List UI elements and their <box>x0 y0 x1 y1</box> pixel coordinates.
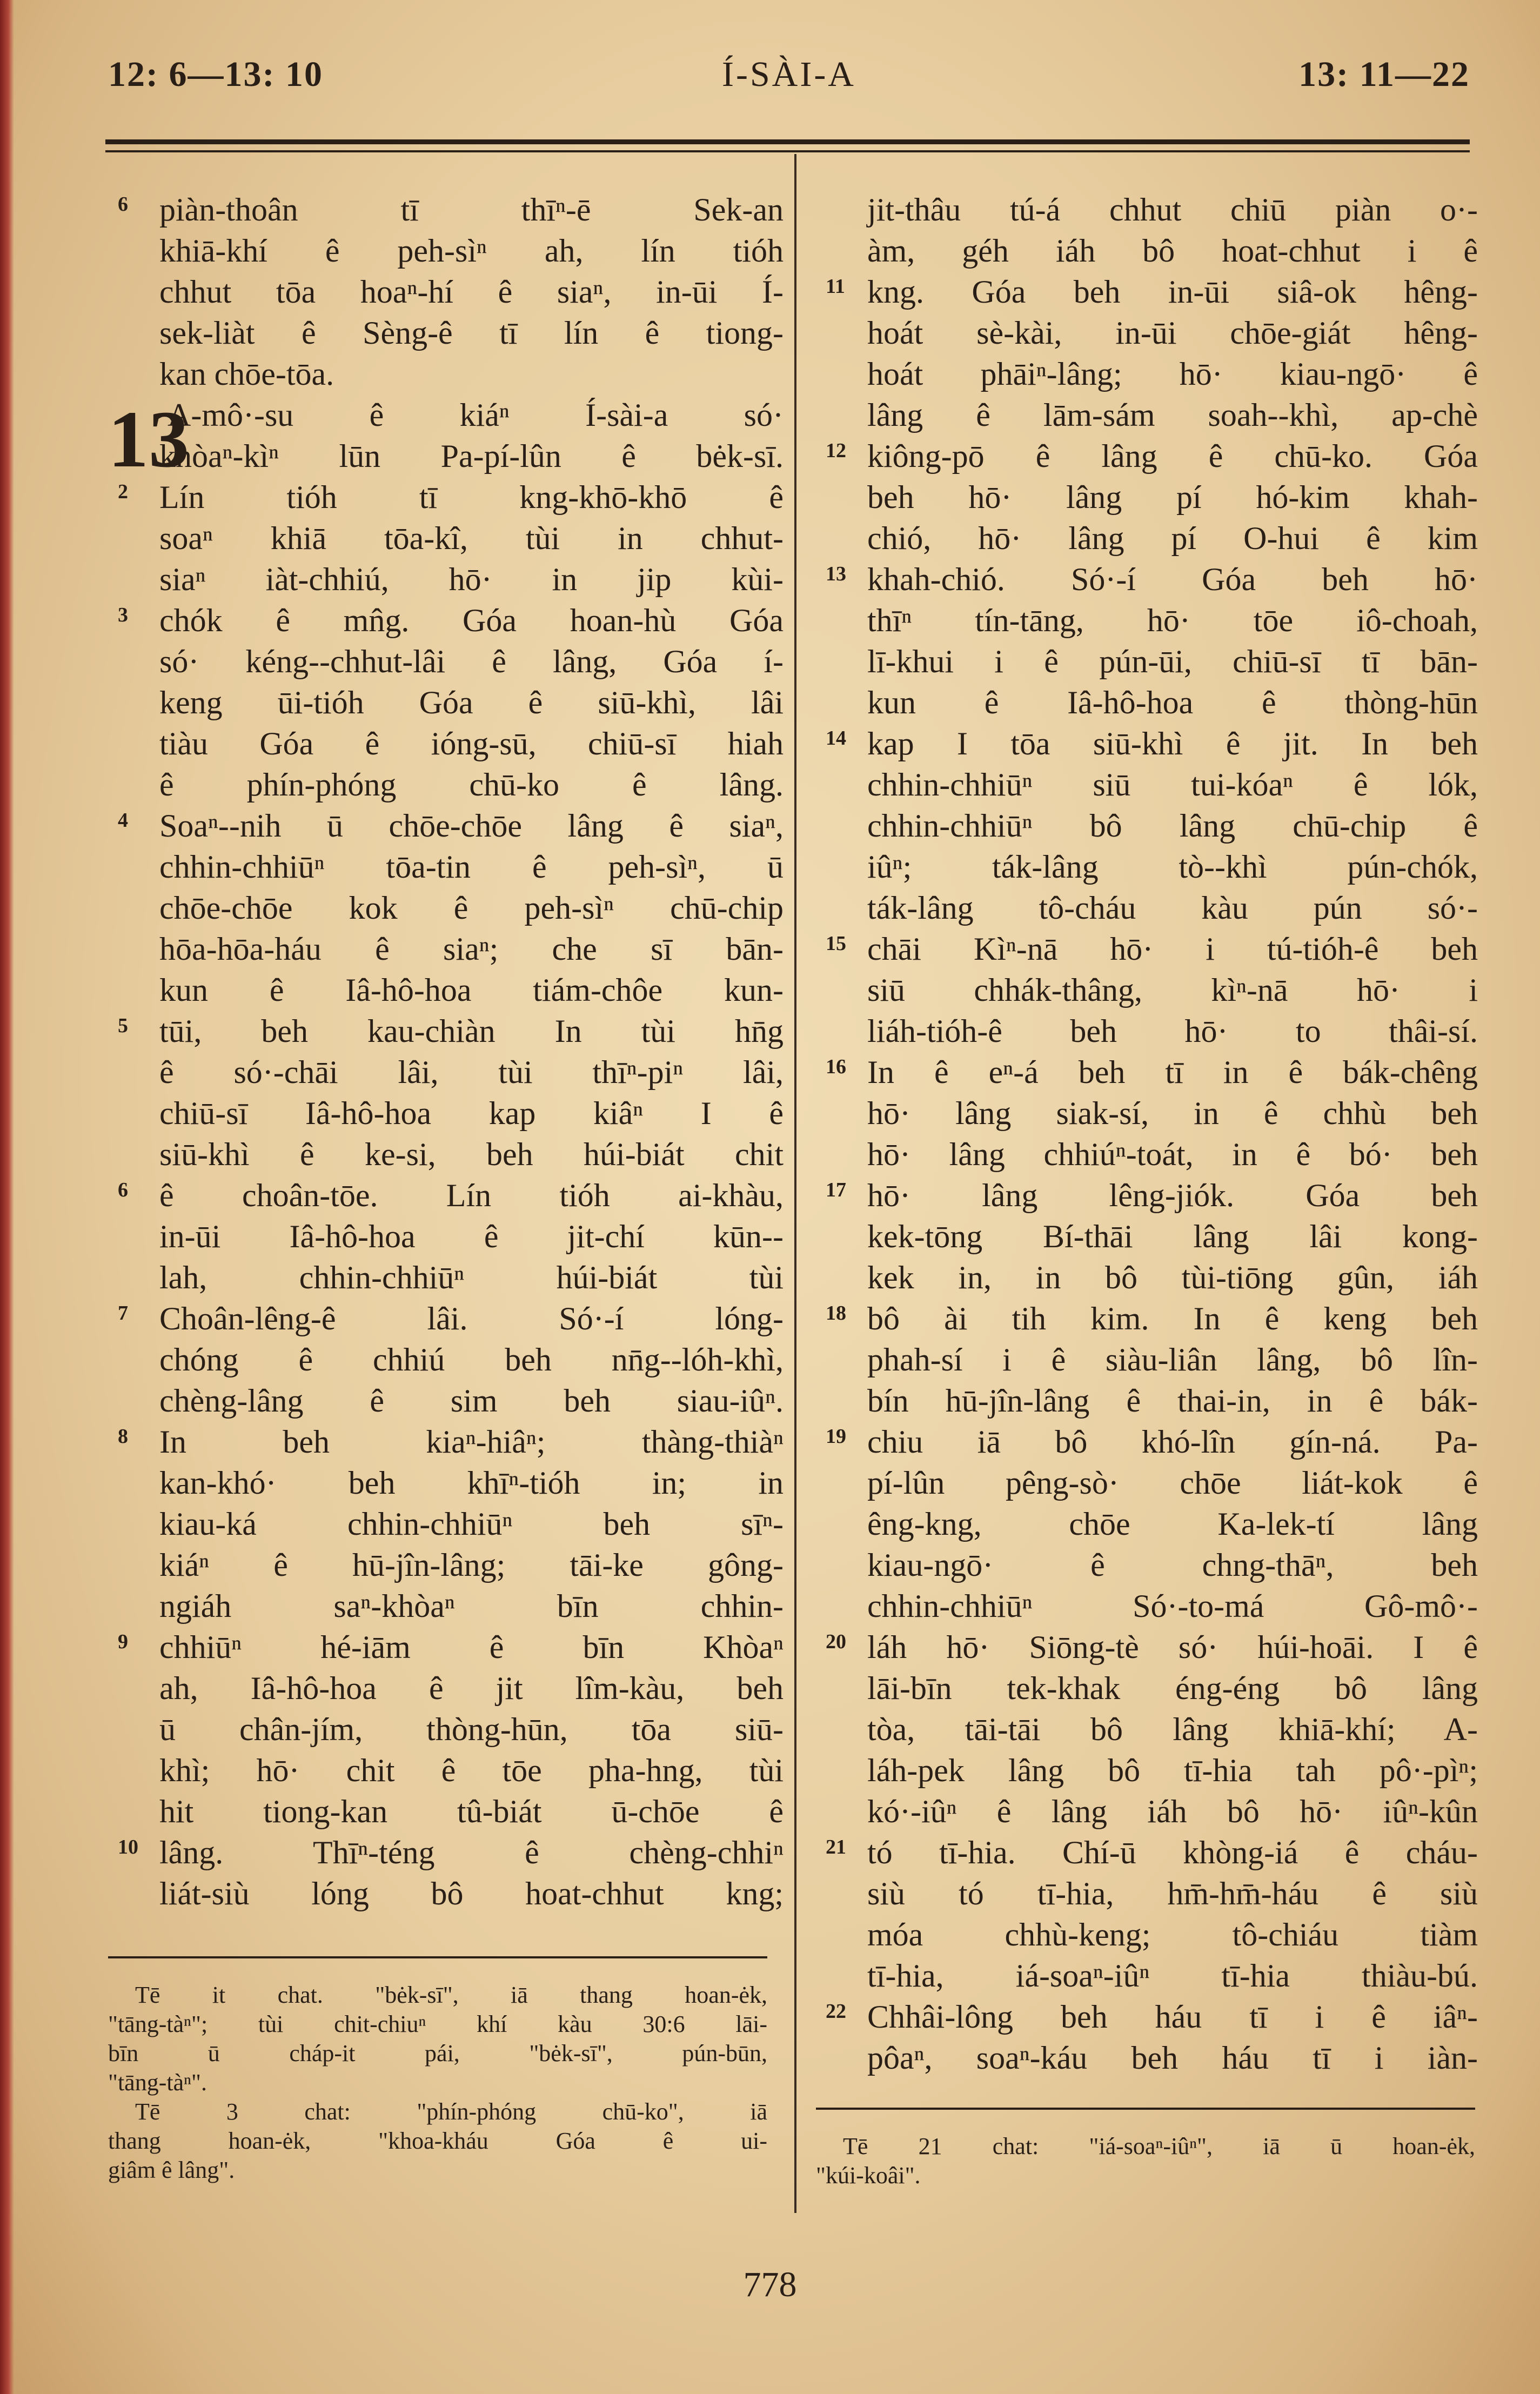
verse-line <box>108 1175 784 1216</box>
verse-text: hoát phāiⁿ-lâng; hō· kiau-ngō· ê <box>867 356 1478 392</box>
footnote-right <box>816 2132 1475 2190</box>
verse-number: 15 <box>826 932 846 955</box>
verse-text: siaⁿ iàt-chhiú, hō· in jip kùi- <box>159 561 784 597</box>
verse-text: chhin-chhiūⁿ Só·-to-má Gô-mô·- <box>867 1588 1478 1624</box>
verse-line <box>816 641 1478 682</box>
verse-text: chió, hō· lâng pí O-hui ê kim <box>867 520 1478 556</box>
verse-line <box>108 969 784 1011</box>
verse-line <box>816 559 1478 600</box>
verse-text: Soaⁿ--nih ū chōe-chōe lâng ê siaⁿ, <box>159 808 784 844</box>
verse-line <box>108 600 784 641</box>
verse-number: 19 <box>826 1425 846 1448</box>
book-title: Í-SÀI-A <box>722 55 856 94</box>
verse-text: siù tó tī-hia, hm̄-hm̄-háu ê siù <box>867 1876 1478 1911</box>
verse-line <box>816 1175 1478 1216</box>
verse-line <box>108 1750 784 1791</box>
verse-text: kiông-pō ê lâng ê chū-ko. Góa <box>867 438 1478 474</box>
verse-line <box>108 1586 784 1627</box>
verse-text: ê phín-phóng chū-ko ê lâng. <box>159 767 784 803</box>
verse-text: khah-chió. Só·-í Góa beh hō· <box>867 561 1478 597</box>
verse-text: kan-khó· beh khīⁿ-tióh in; in <box>159 1465 784 1501</box>
verse-text: chhiūⁿ hé-iām ê bīn Khòaⁿ <box>159 1629 784 1665</box>
verse-line <box>108 189 784 230</box>
verse-line <box>108 846 784 887</box>
verse-line <box>108 1832 784 1873</box>
verse-text: liát-siù lóng bô hoat-chhut kng; <box>159 1876 784 1911</box>
running-header <box>108 54 1470 113</box>
footnote-rule-left <box>108 1956 767 1958</box>
verse-line <box>108 312 784 353</box>
verse-text: tó tī-hia. Chí-ū khòng-iá ê cháu- <box>867 1835 1478 1870</box>
verse-line <box>108 1873 784 1914</box>
header-rule-thick <box>105 139 1470 144</box>
verse-line <box>108 1503 784 1544</box>
verse-text: kiáⁿ ê hū-jîn-lâng; tāi-ke gông- <box>159 1547 784 1583</box>
verse-number: 5 <box>118 1014 128 1037</box>
verse-line <box>816 928 1478 969</box>
verse-line <box>816 1216 1478 1257</box>
verse-text: só· kéng--chhut-lâi ê lâng, Góa í- <box>159 644 784 679</box>
verse-text: khì; hō· chit ê tōe pha-hng, tùi <box>159 1753 784 1788</box>
verse-line <box>108 682 784 723</box>
verse-number: 10 <box>118 1836 138 1858</box>
verse-line <box>816 1257 1478 1298</box>
verse-line <box>816 723 1478 764</box>
verse-text: pôaⁿ, soaⁿ-káu beh háu tī i iàn- <box>867 2040 1478 2076</box>
footnote-line: Tē 3 chat: "phín-phóng chū-ko", iā <box>135 2098 767 2125</box>
verse-line <box>816 1873 1478 1914</box>
verse-text: kap I tōa siū-khì ê jit. In beh <box>867 726 1478 761</box>
verse-text: hō· lâng chhiúⁿ-toát, in ê bó· beh <box>867 1136 1478 1172</box>
verse-line <box>108 1627 784 1668</box>
verse-line <box>816 312 1478 353</box>
verse-line <box>816 1544 1478 1586</box>
verse-text: in-ūi Iâ-hô-hoa ê jit-chí kūn-- <box>159 1219 784 1254</box>
verse-text: lah, chhin-chhiūⁿ húi-biát tùi <box>159 1260 784 1295</box>
verse-line <box>816 1339 1478 1380</box>
verse-text: siū-khì ê ke-si, beh húi-biát chit <box>159 1136 784 1172</box>
verse-line <box>816 969 1478 1011</box>
verse-text: iûⁿ; ták-lâng tò--khì pún-chók, <box>867 849 1478 885</box>
verse-text: chiū-sī Iâ-hô-hoa kap kiâⁿ I ê <box>159 1095 784 1131</box>
verse-line <box>816 764 1478 805</box>
verse-text: soaⁿ khiā tōa-kî, tùi in chhut- <box>159 520 784 556</box>
verse-line <box>108 353 784 394</box>
verse-text: móa chhù-keng; tô-chiáu tiàm <box>867 1917 1478 1952</box>
verse-text: phah-sí i ê siàu-liân lâng, bô lîn- <box>867 1342 1478 1377</box>
verse-line <box>816 271 1478 312</box>
verse-text: Lín tióh tī kng-khō-khō ê <box>159 479 784 515</box>
verse-line <box>108 887 784 928</box>
verse-number: 11 <box>826 275 845 298</box>
verse-line <box>816 1093 1478 1134</box>
verse-line <box>108 436 784 477</box>
verse-text: ah, Iâ-hô-hoa ê jit lîm-kàu, beh <box>159 1670 784 1706</box>
verse-text: láh-pek lâng bô tī-hia tah pô·-pìⁿ; <box>867 1753 1478 1788</box>
verse-text: siū chhák-thâng, kìⁿ-nā hō· i <box>867 972 1478 1008</box>
footnote-rule-right <box>816 2108 1475 2110</box>
verse-number: 12 <box>826 439 846 462</box>
verse-number: 7 <box>118 1302 128 1325</box>
verse-text: kng. Góa beh in-ūi siâ-ok hêng- <box>867 274 1478 310</box>
verse-text: hō· lâng lêng-jiók. Góa beh <box>867 1178 1478 1213</box>
verse-text: ê só·-chāi lâi, tùi thīⁿ-piⁿ lâi, <box>159 1054 784 1090</box>
verse-text: tiàu Góa ê ióng-sū, chiū-sī hiah <box>159 726 784 761</box>
verse-text: liáh-tióh-ê beh hō· to thâi-sí. <box>867 1013 1478 1049</box>
verse-line <box>108 1298 784 1339</box>
verse-line <box>816 1011 1478 1052</box>
verse-line <box>108 928 784 969</box>
verse-number: 4 <box>118 809 128 832</box>
verse-text: kó·-iûⁿ ê lâng iáh bô hō· iûⁿ-kûn <box>867 1794 1478 1829</box>
verse-number: 18 <box>826 1302 846 1325</box>
verse-text: kun ê Iâ-hô-hoa ê thòng-hūn <box>867 685 1478 720</box>
verse-line <box>108 1421 784 1462</box>
verse-line <box>108 1668 784 1709</box>
footnote-line: bīn ū cháp-it pái, "bėk-sī", pún-būn, <box>108 2040 767 2067</box>
verse-text: keng ūi-tióh Góa ê siū-khì, lâi <box>159 685 784 720</box>
verse-line <box>816 682 1478 723</box>
verse-line <box>816 1668 1478 1709</box>
verse-line <box>816 1586 1478 1627</box>
verse-line <box>108 723 784 764</box>
verse-line <box>108 1462 784 1503</box>
verse-text: àm, géh iáh bô hoat-chhut i ê <box>867 233 1478 269</box>
verse-line <box>108 1339 784 1380</box>
verse-line <box>816 1134 1478 1175</box>
verse-text: beh hō· lâng pí hó-kim khah- <box>867 479 1478 515</box>
header-range-right: 13: 11—22 <box>1298 55 1470 94</box>
verse-text: ū chân-jím, thòng-hūn, tōa siū- <box>159 1711 784 1747</box>
verse-line <box>816 887 1478 928</box>
footnote-line: Tē 21 chat: "iá-soaⁿ-iûⁿ", iā ū hoan-ėk, <box>843 2133 1475 2159</box>
verse-line <box>108 1791 784 1832</box>
verse-line <box>816 1832 1478 1873</box>
verse-text: láh hō· Siōng-tè só· húi-hoāi. I ê <box>867 1629 1478 1665</box>
verse-text: lâng. Thīⁿ-téng ê chèng-chhiⁿ <box>159 1835 784 1870</box>
verse-line <box>108 805 784 846</box>
verse-line <box>816 2037 1478 2078</box>
verse-text: khiā-khí ê peh-sìⁿ ah, lín tióh <box>159 233 784 269</box>
verse-line <box>108 1216 784 1257</box>
verse-text: chóng ê chhiú beh nn̄g--lóh-khì, <box>159 1342 784 1377</box>
verse-text: lī-khui i ê pún-ūi, chiū-sī tī bān- <box>867 644 1478 679</box>
page-number: 778 <box>743 2265 797 2304</box>
verse-text: kek-tōng Bí-thāi lâng lâi kong- <box>867 1219 1478 1254</box>
verse-text: chōe-chōe kok ê peh-sìⁿ chū-chip <box>159 890 784 926</box>
verse-text: hoát sè-kài, in-ūi chōe-giát hêng- <box>867 315 1478 351</box>
verse-text: hit tiong-kan tû-biát ū-chōe ê <box>159 1794 784 1829</box>
verse-number: 6 <box>118 193 128 216</box>
verse-number: 20 <box>826 1630 846 1653</box>
verse-text: hō· lâng siak-sí, in ê chhù beh <box>867 1095 1478 1131</box>
verse-text: khòaⁿ-kìⁿ lūn Pa-pí-lûn ê bėk-sī. <box>159 438 784 474</box>
verse-text: tī-hia, iá-soaⁿ-iûⁿ tī-hia thiàu-bú. <box>867 1958 1478 1994</box>
verse-number: 22 <box>826 2000 846 2023</box>
footnote-line: "tāng-tàⁿ". <box>108 2069 207 2096</box>
verse-line <box>816 230 1478 271</box>
verse-text: thīⁿ tín-tāng, hō· tōe iô-choah, <box>867 603 1478 638</box>
verse-text: êng-kng, chōe Ka-lek-tí lâng <box>867 1506 1478 1542</box>
verse-text: hōa-hōa-háu ê siaⁿ; che sī bān- <box>159 931 784 967</box>
verse-text: tòa, tāi-tāi bô lâng khiā-khí; A- <box>867 1711 1478 1747</box>
verse-line <box>108 641 784 682</box>
verse-text: kek in, in bô tùi-tiōng gûn, iáh <box>867 1260 1478 1295</box>
verse-line <box>816 189 1478 230</box>
verse-number: 14 <box>826 727 846 750</box>
verse-line <box>816 1627 1478 1668</box>
footnote-line: "tāng-tàⁿ"; tùi chit-chiuⁿ khí kàu 30:6 lāi- <box>108 2011 767 2037</box>
verse-text: lāi-bīn tek-khak éng-éng bô lâng <box>867 1670 1478 1706</box>
verse-number: 16 <box>826 1055 846 1078</box>
verse-line <box>108 477 784 518</box>
verse-line <box>816 1996 1478 2037</box>
verse-line <box>816 1421 1478 1462</box>
verse-text: pí-lûn pêng-sò· chōe liát-kok ê <box>867 1465 1478 1501</box>
verse-text: kan chōe-tōa. <box>159 356 334 392</box>
verse-text: ngiáh saⁿ-khòaⁿ bīn chhin- <box>159 1588 784 1624</box>
verse-text: chhin-chhiūⁿ bô lâng chū-chip ê <box>867 808 1478 844</box>
verse-text: In ê eⁿ-á beh tī in ê bák-chêng <box>867 1054 1478 1090</box>
verse-line <box>108 1093 784 1134</box>
verse-text: chiu iā bô khó-lîn gín-ná. Pa- <box>867 1424 1478 1460</box>
verse-number: 21 <box>826 1836 846 1858</box>
verse-text: chhin-chhiūⁿ siū tui-kóaⁿ ê lók, <box>867 767 1478 803</box>
verse-line <box>108 1257 784 1298</box>
verse-text: kiau-ngō· ê chng-thāⁿ, beh <box>867 1547 1478 1583</box>
footnote-line: Tē it chat. "bėk-sī", iā thang hoan-ėk, <box>135 1982 767 2008</box>
verse-number: 17 <box>826 1179 846 1201</box>
verse-number: 3 <box>118 604 128 626</box>
verse-number: 13 <box>826 563 846 585</box>
verse-text: chók ê mn̂g. Góa hoan-hù Góa <box>159 603 784 638</box>
verse-line <box>108 1709 784 1750</box>
footnote-line: thang hoan-ėk, "khoa-kháu Góa ê ui- <box>108 2128 767 2154</box>
verse-line <box>108 1011 784 1052</box>
verse-line <box>816 353 1478 394</box>
verse-line <box>108 559 784 600</box>
verse-line <box>816 1462 1478 1503</box>
verse-line <box>108 230 784 271</box>
verse-line <box>108 271 784 312</box>
verse-number: 8 <box>118 1425 128 1448</box>
verse-line <box>816 1380 1478 1421</box>
verse-line <box>816 1709 1478 1750</box>
footnote-line: giâm ê lâng". <box>108 2157 235 2183</box>
verse-text: bín hū-jîn-lâng ê thai-in, in ê bák- <box>867 1383 1478 1419</box>
verse-line <box>108 1134 784 1175</box>
verse-line <box>108 1052 784 1093</box>
verse-line <box>816 805 1478 846</box>
verse-text: Chhâi-lông beh háu tī i ê iâⁿ- <box>867 1999 1478 2035</box>
verse-text: ták-lâng tô-cháu kàu pún só·- <box>867 890 1478 926</box>
verse-line <box>816 1955 1478 1996</box>
verse-line <box>816 394 1478 436</box>
verse-text: kun ê Iâ-hô-hoa tiám-chôe kun- <box>159 972 784 1008</box>
footnote-left <box>108 1981 767 2185</box>
verse-line <box>816 600 1478 641</box>
verse-text: chèng-lâng ê sim beh siau-iûⁿ. <box>159 1383 784 1419</box>
verse-text: lâng ê lām-sám soah--khì, ap-chè <box>867 397 1478 433</box>
verse-line <box>108 1380 784 1421</box>
chapter-number: 13 <box>108 394 189 484</box>
verse-text: ê choân-tōe. Lín tióh ai-khàu, <box>159 1178 784 1213</box>
verse-text: tūi, beh kau-chiàn In tùi hn̄g <box>159 1013 784 1049</box>
verse-line <box>108 518 784 559</box>
verse-text: sek-liàt ê Sèng-ê tī lín ê tiong- <box>159 315 784 351</box>
verse-number: 6 <box>118 1179 128 1201</box>
verse-line <box>816 518 1478 559</box>
verse-text: Choân-lêng-ê lâi. Só·-í lóng- <box>159 1301 784 1336</box>
page-edge <box>0 0 14 2394</box>
verse-line <box>816 1791 1478 1832</box>
footnote-line: "kúi-koâi". <box>816 2162 921 2189</box>
verse-line <box>816 1298 1478 1339</box>
verse-line <box>816 1503 1478 1544</box>
verse-line <box>816 1750 1478 1791</box>
verse-text: kiau-ká chhin-chhiūⁿ beh sīⁿ- <box>159 1506 784 1542</box>
header-rule-thin <box>105 150 1470 152</box>
verse-text: piàn-thoân tī thīⁿ-ē Sek-an <box>159 192 784 228</box>
verse-number: 2 <box>118 480 128 503</box>
verse-line <box>108 1544 784 1586</box>
verse-text: bô ài tih kim. In ê keng beh <box>867 1301 1478 1336</box>
verse-text: chhut tōa hoaⁿ-hí ê siaⁿ, in-ūi Í- <box>159 274 784 310</box>
verse-line <box>816 1914 1478 1955</box>
verse-number: 9 <box>118 1630 128 1653</box>
verse-text: chāi Kìⁿ-nā hō· i tú-tióh-ê beh <box>867 931 1478 967</box>
header-range-left: 12: 6—13: 10 <box>108 55 323 94</box>
verse-line <box>816 477 1478 518</box>
verse-line <box>816 436 1478 477</box>
verse-line <box>816 1052 1478 1093</box>
right-column <box>816 189 1478 2078</box>
verse-line <box>108 764 784 805</box>
verse-text: chhin-chhiūⁿ tōa-tin ê peh-sìⁿ, ū <box>159 849 784 885</box>
column-divider <box>794 154 796 2213</box>
verse-line <box>816 846 1478 887</box>
verse-text: jit-thâu tú-á chhut chiū piàn o·- <box>867 192 1478 228</box>
verse-text: A-mô·-su ê kiáⁿ Í-sài-a só· <box>168 397 784 433</box>
verse-text: In beh kiaⁿ-hiâⁿ; thàng-thiàⁿ <box>159 1424 784 1460</box>
left-column <box>108 189 784 1914</box>
